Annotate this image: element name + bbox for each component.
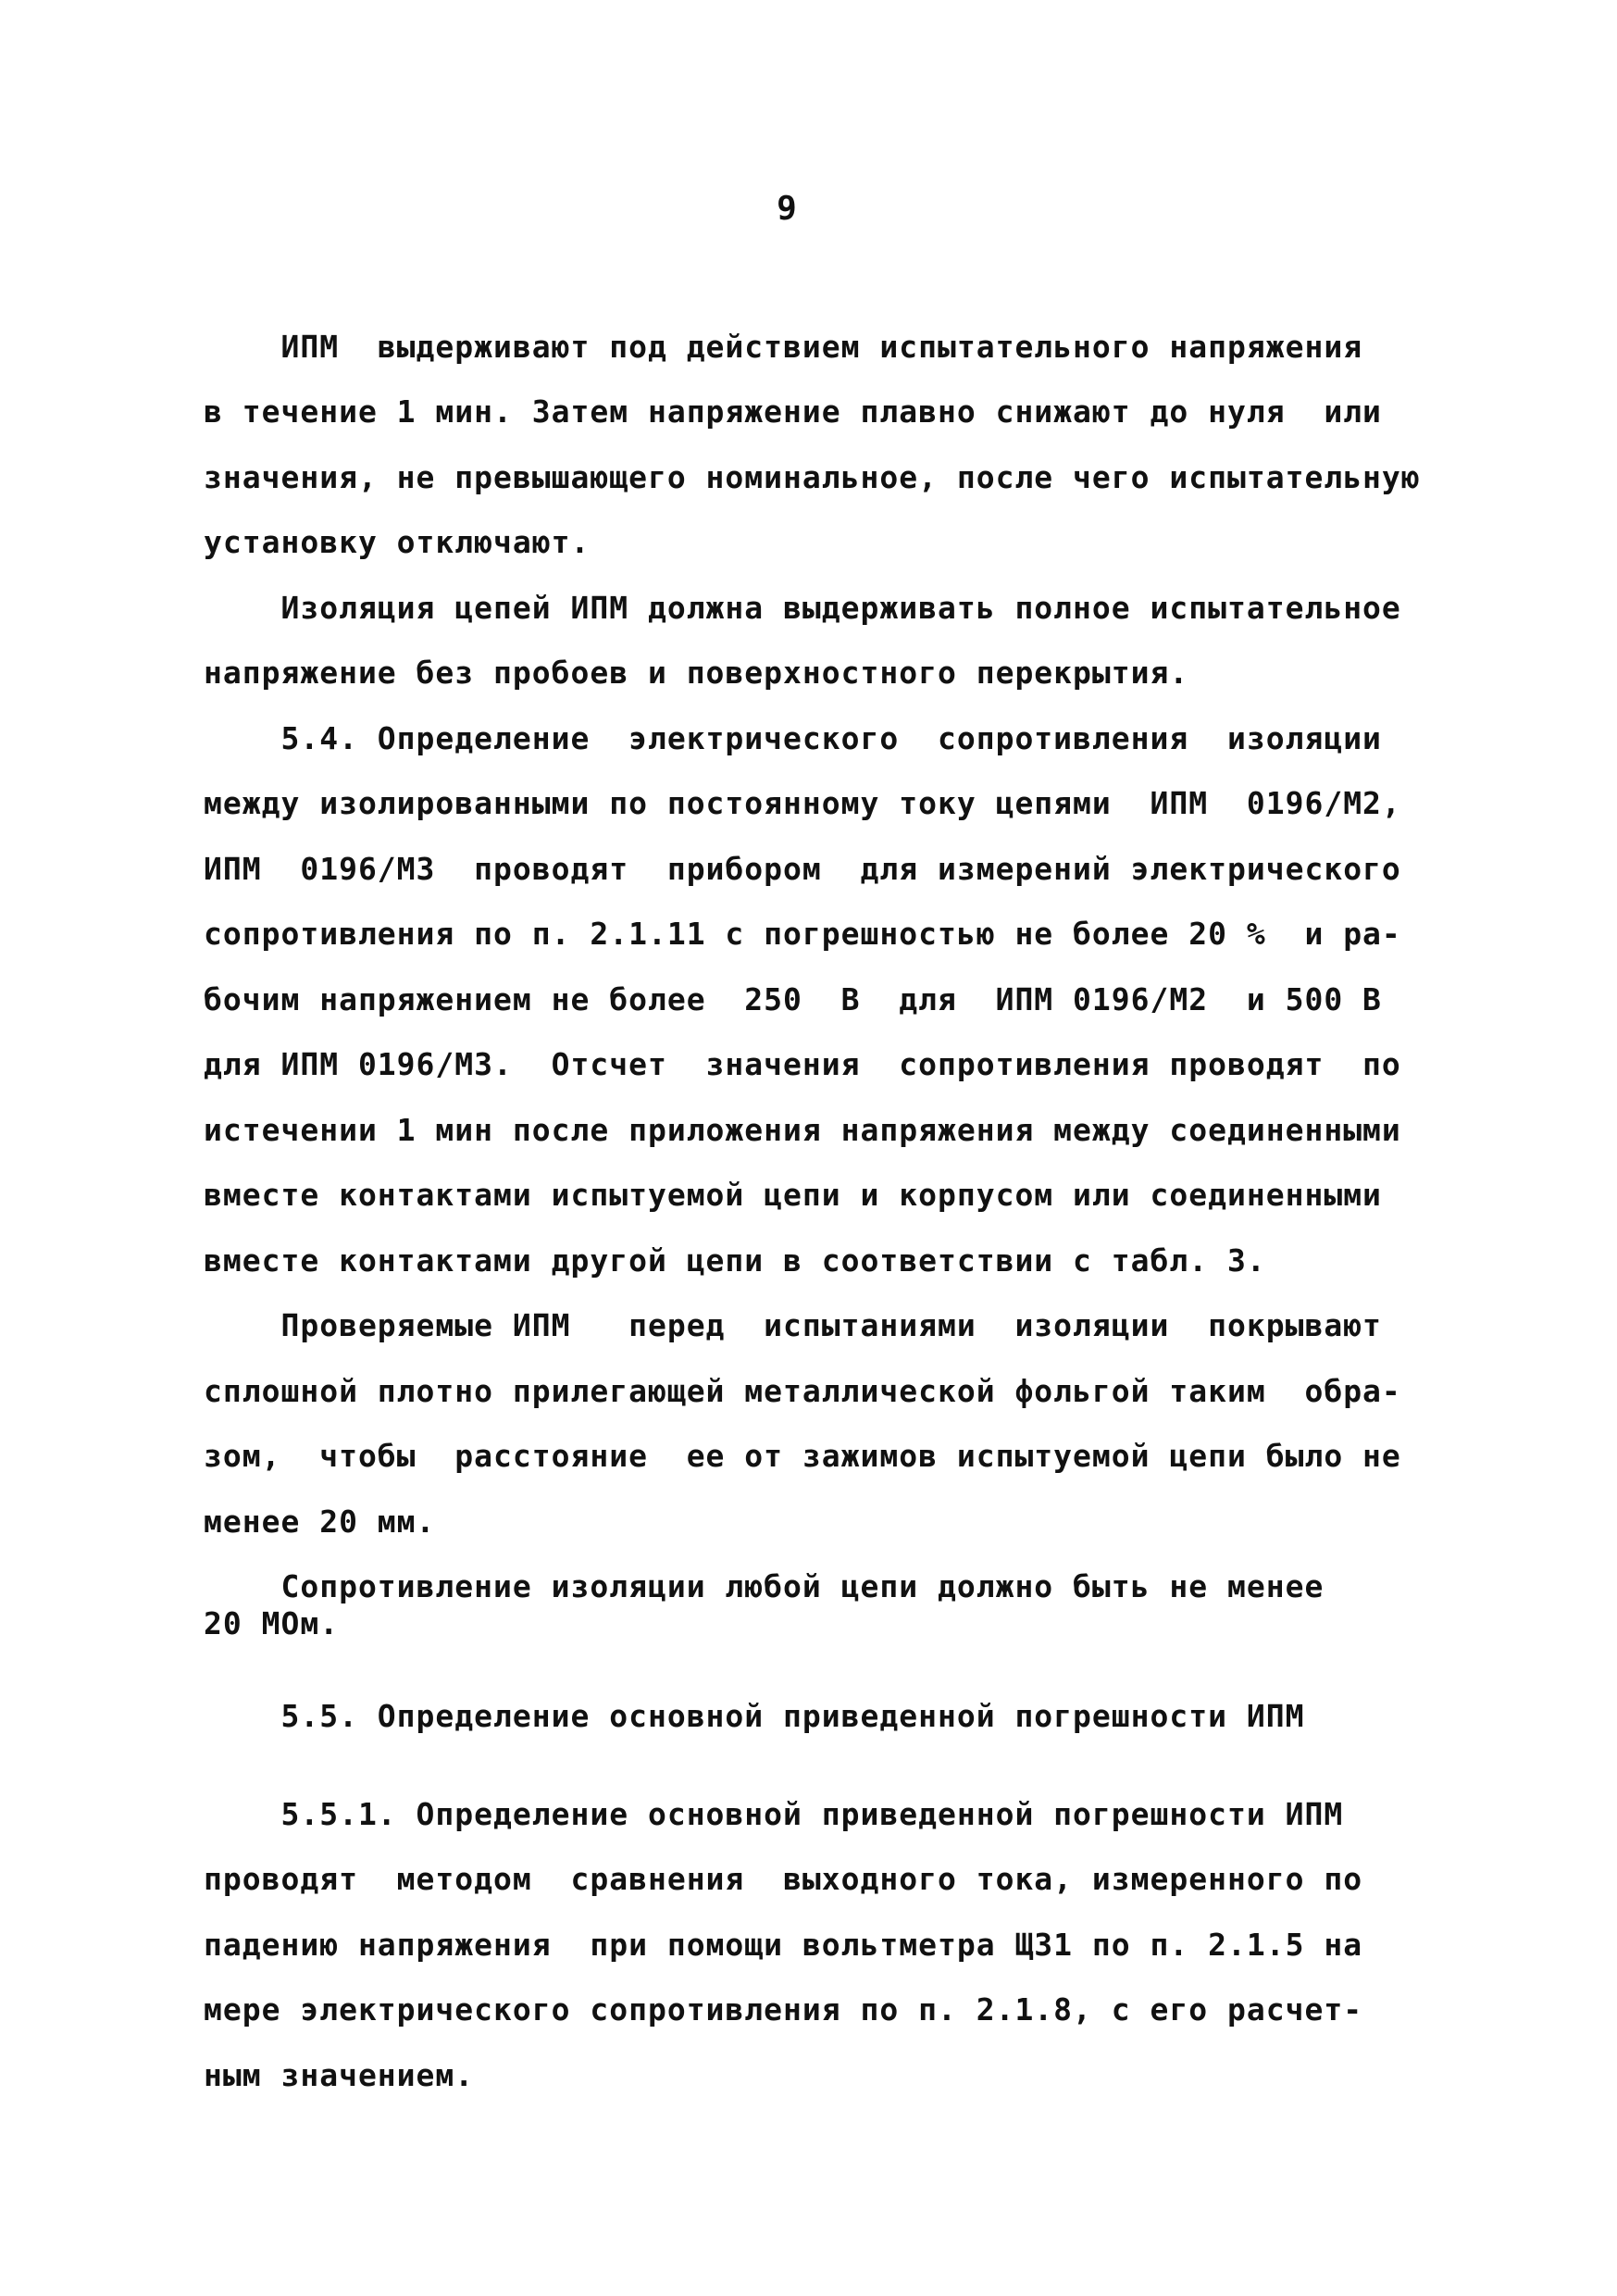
- text-line: установку отключают.: [204, 524, 591, 560]
- text-line: ным значением.: [204, 2057, 475, 2093]
- text-line: напряжение без пробоев и поверхностного перекрытия.: [204, 655, 1189, 691]
- text-line: падению напряжения при помощи вольтметра Щ31 по п. 2.1.5 на: [204, 1927, 1363, 1963]
- text-line: бочим напряжением не более 250 В для ИПМ 0196/М2 и 500 В: [204, 981, 1382, 1017]
- text-line: зом, чтобы расстояние ее от зажимов испытуемой цепи было не: [204, 1438, 1401, 1474]
- text-line: ИПМ 0196/М3 проводят прибором для измерений электрического: [204, 851, 1401, 887]
- text-line: ИПМ выдерживают под действием испытательного напряжения: [204, 329, 1363, 365]
- text-line: 5.4. Определение электрического сопротивления изоляции: [204, 720, 1382, 756]
- text-line: мере электрического сопротивления по п. 2.1.8, с его расчет-: [204, 1991, 1363, 2028]
- text-line: значения, не превышающего номинальное, после чего испытательную: [204, 459, 1421, 495]
- text-line: Проверяемые ИПМ перед испытаниями изоляции покрывают: [204, 1307, 1382, 1343]
- text-line: в течение 1 мин. Затем напряжение плавно снижают до нуля или: [204, 393, 1382, 430]
- text-line: Сопротивление изоляции любой цепи должно быть не менее: [204, 1568, 1325, 1604]
- text-line: истечении 1 мин после приложения напряжения между соединенными: [204, 1112, 1401, 1148]
- text-line: 5.5.1. Определение основной приведенной погрешности ИПМ: [204, 1796, 1344, 1832]
- text-line: 20 МОм.: [204, 1605, 340, 1641]
- text-line: вместе контактами другой цепи в соответствии с табл. 3.: [204, 1242, 1266, 1279]
- text-line: для ИПМ 0196/М3. Отсчет значения сопротивления проводят по: [204, 1046, 1401, 1082]
- text-line: вместе контактами испытуемой цепи и корпусом или соединенными: [204, 1177, 1382, 1213]
- page-number: 9: [777, 190, 797, 228]
- text-line: сплошной плотно прилегающей металлической фольгой таким обра-: [204, 1373, 1401, 1409]
- text-line: сопротивления по п. 2.1.11 с погрешностью не более 20 % и ра-: [204, 916, 1401, 952]
- text-line: Изоляция цепей ИПМ должна выдерживать полное испытательное: [204, 590, 1401, 626]
- text-line: проводят методом сравнения выходного тока, измеренного по: [204, 1861, 1363, 1897]
- text-line: между изолированными по постоянному току цепями ИПМ 0196/М2,: [204, 785, 1401, 821]
- text-line: менее 20 мм.: [204, 1504, 436, 1540]
- section-heading: 5.5. Определение основной приведенной погрешности ИПМ: [204, 1698, 1305, 1734]
